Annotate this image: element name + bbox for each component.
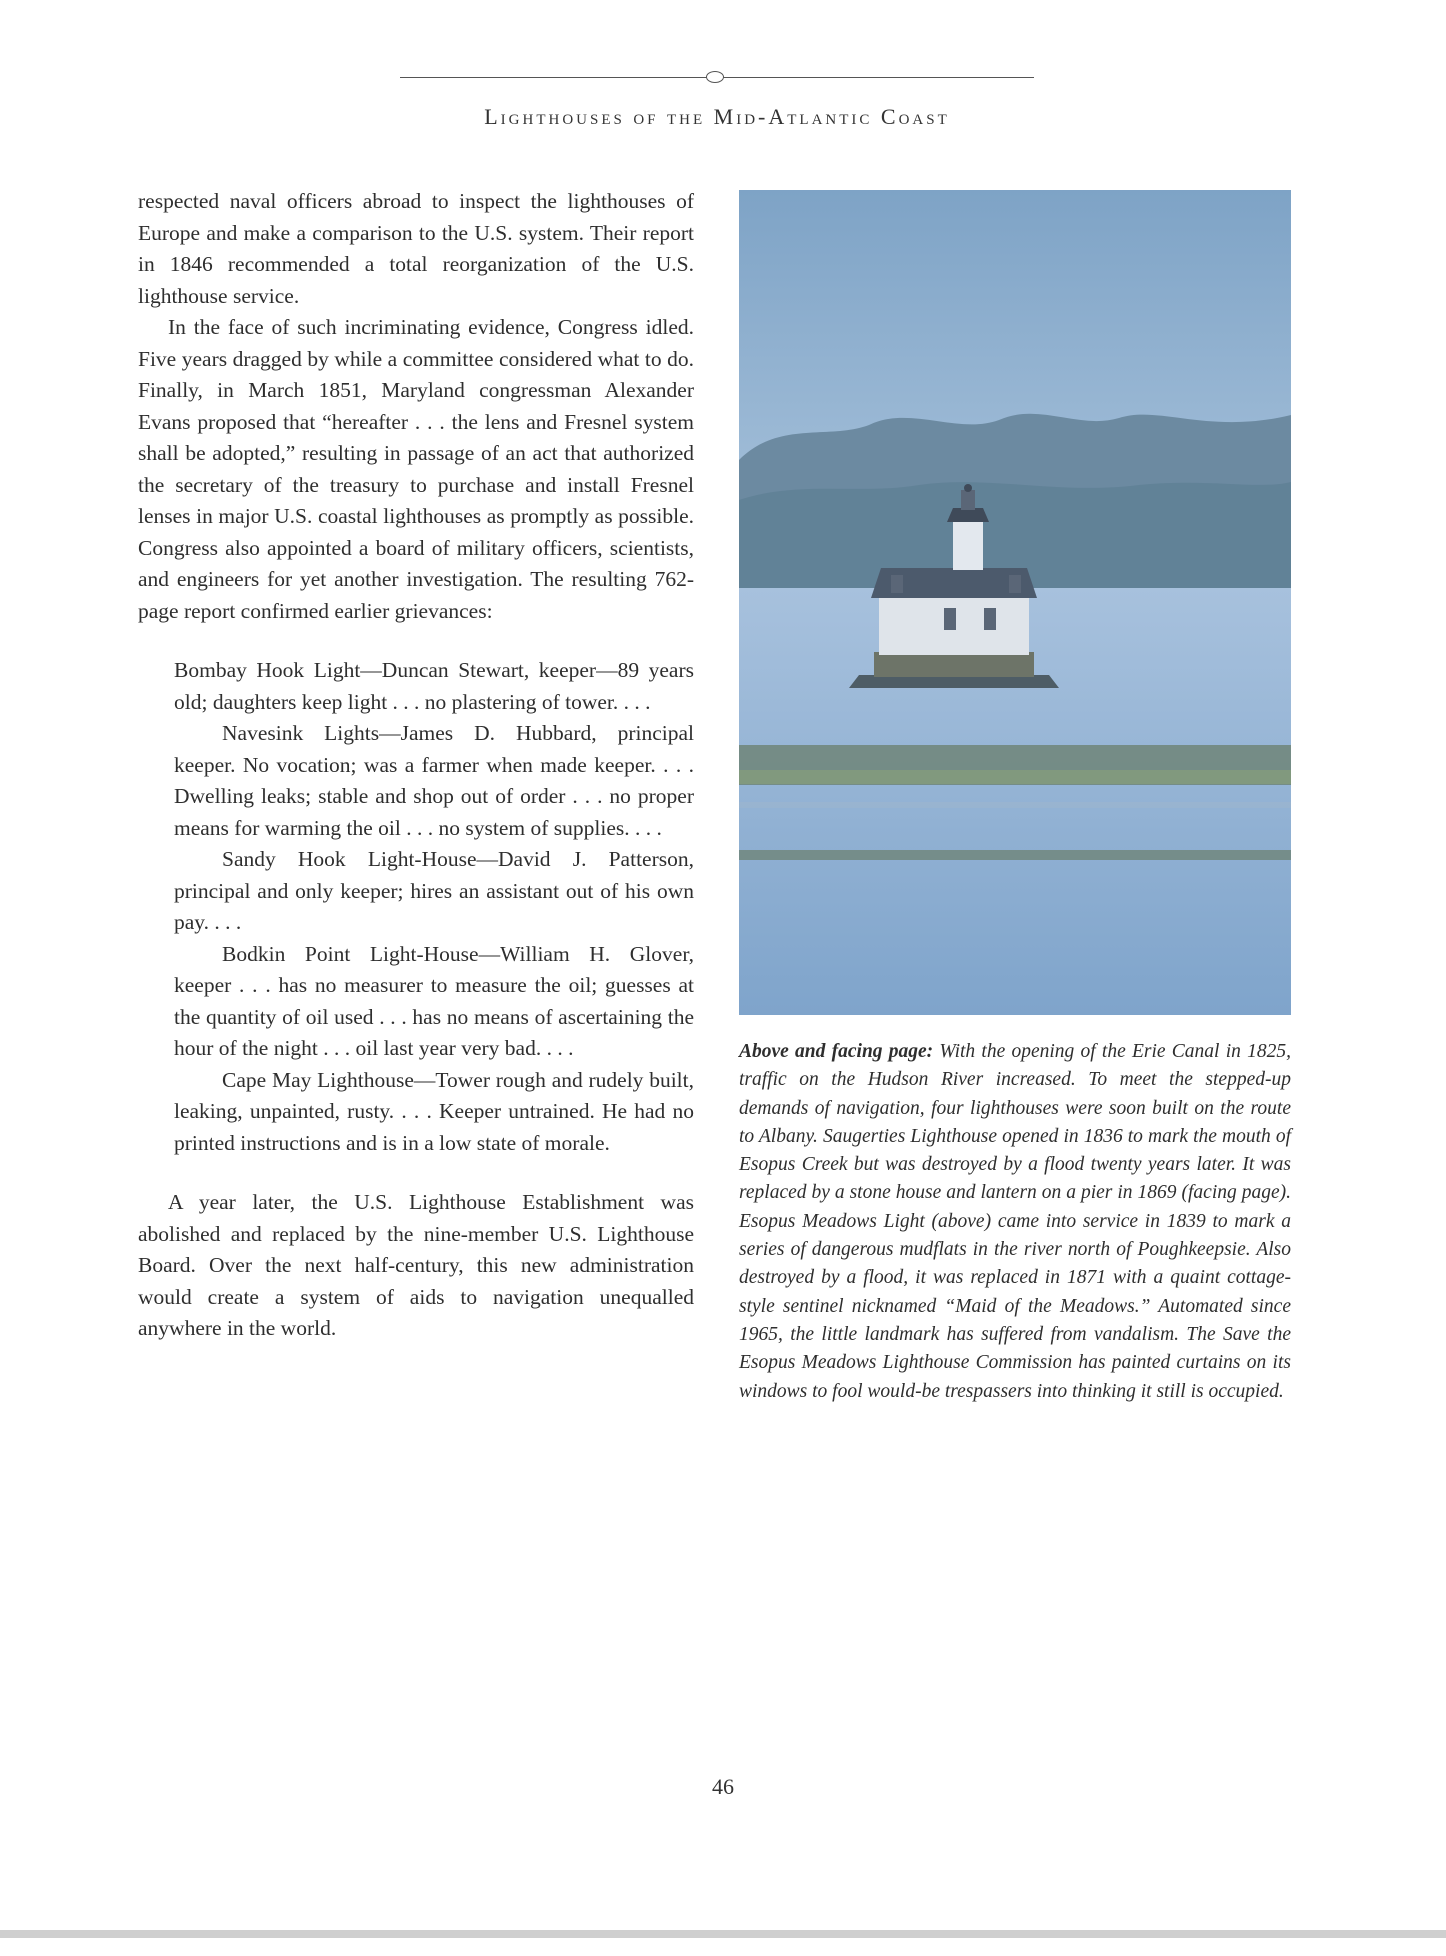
body-paragraph: respected naval officers abroad to inspect the lighthouses of Europe and make a comparison to the U.S. system. Their report in 1846 recommended a total reorganization of the U.S. lighthouse service. <box>138 189 694 308</box>
quote-entry: Sandy Hook Light-House—David J. Patterson, principal and only keeper; hires an assistant out of his own pay. . . . <box>174 847 694 934</box>
photo-caption <box>739 1038 1291 1406</box>
bottom-bar <box>0 1930 1446 1938</box>
quote-entry: Bombay Hook Light—Duncan Stewart, keeper—89 years old; daughters keep light . . . no plastering of tower. . . . <box>174 658 694 714</box>
header-ornament-icon <box>706 71 724 83</box>
block-quote <box>174 655 694 1159</box>
body-paragraph: In the face of such incriminating evidence, Congress idled. Five years dragged by while a committee considered what to do. Finally, in March 1851, Maryland congressman Alexander Evans proposed that “hereafter . . . the lens and Fresnel system shall be adopted,” resulting in passage of an act that authorized the secretary of the treasury to purchase and install Fresnel lenses in major U.S. coastal lighthouses as promptly as possible. Congress also appointed a board of military officers, scientists, and engineers for yet another investigation. The resulting 762-page report confirmed earlier grievances: <box>138 315 694 623</box>
running-head: Lighthouses of the Mid-Atlantic Coast <box>484 104 950 129</box>
caption-lead: Above and facing page: <box>739 1041 934 1062</box>
body-paragraph: A year later, the U.S. Lighthouse Establishment was abolished and replaced by the nine-member U.S. Lighthouse Board. Over the next half-century, this new administration would create a system of aids to navigation unequalled anywhere in the world. <box>138 1190 694 1340</box>
caption-text: With the opening of the Erie Canal in 1825, traffic on the Hudson River increased. To meet the stepped-up demands of navigation, four lighthouses were soon built on the route to Albany. Saugerties Lighthouse opened in 1836 to mark the mouth of Esopus Creek but was destroyed by a flood twenty years later. It was replaced by a stone house and lantern on a pier in 1869 (facing page). Esopus Meadows Light (above) came into service in 1839 to mark a series of dangerous mudflats in the river north of Poughkeepsie. Also destroyed by a flood, it was replaced in 1871 with a quaint cottage-style sentinel nicknamed “Maid of the Meadows.” Automated since 1965, the little landmark has suffered from vandalism. The Save the Esopus Meadows Lighthouse Commission has painted curtains on its windows to fool would-be trespassers into thinking it still is occupied. <box>739 1041 1291 1402</box>
quote-entry: Cape May Lighthouse—Tower rough and rudely built, leaking, unpainted, rusty. . . . Keeper untrained. He had no printed instructions and is in a low state of morale. <box>174 1067 694 1155</box>
main-text-column <box>138 186 694 1345</box>
page-number: 46 <box>712 1774 734 1799</box>
quote-entry: Navesink Lights—James D. Hubbard, principal keeper. No vocation; was a farmer when made keeper. . . . Dwelling leaks; stable and shop out of order . . . no proper means for warming the oil . . . no system of supplies. . . . <box>174 721 694 840</box>
quote-entry: Bodkin Point Light-House—William H. Glover, keeper . . . has no measurer to measure the oil; guesses at the quantity of oil used . . . has no means of ascertaining the hour of the night . . . oil last year very bad. . . . <box>174 941 694 1060</box>
lighthouse-photo <box>739 190 1291 1015</box>
